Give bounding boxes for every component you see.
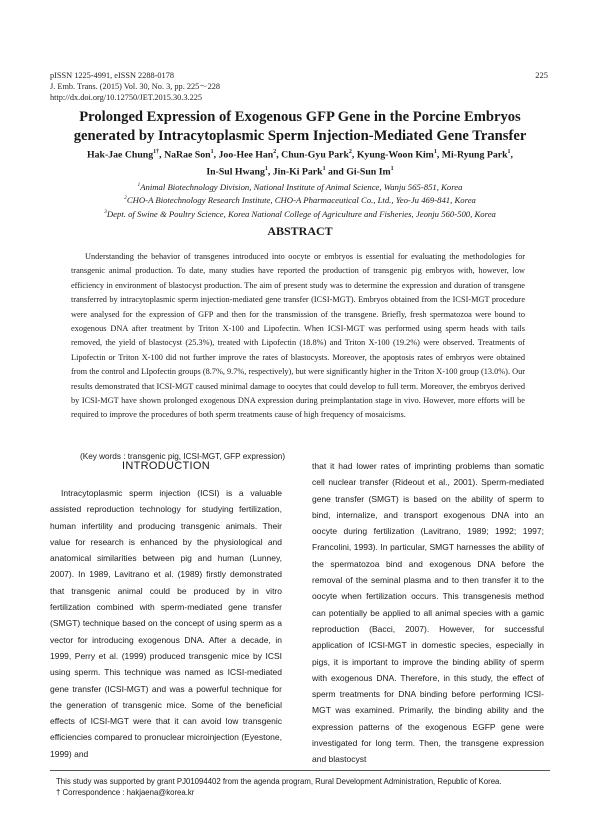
author-affiliation-mark: 1 [264, 166, 268, 173]
paper-title [30, 108, 570, 146]
author-affiliation-mark: 1 [322, 166, 326, 173]
author-name: Mi-Ryung Park [441, 149, 508, 161]
author-name: NaRae Son [164, 149, 211, 161]
author-name: Chun-Gyu Park [281, 149, 349, 161]
affiliation-line: $^2$CHO-A Biotechnology Research Institute, CHO-A Pharmaceutical Co., Ltd., Yeo-Ju 469-841, Korea [124, 195, 476, 206]
author-list: Hak-Jae Chung$^{1\dagger}$, NaRae Son$^1$, Joo-Hee Han$^2$, Chun-Gyu Park$^2$, Kyung-Woon Kim$^1$, Mi-Ryung Park$^1$, In-Sul Hwang$^1$, Jin-Ki Park$^1$ and Gi-Sun Im$^1$ [87, 149, 513, 178]
author-name: Jin-Ki Park [272, 166, 323, 178]
author-affiliation-mark: 1 [433, 149, 437, 155]
correspondence-note: † Correspondence : hakjaena@korea.kr [56, 788, 195, 797]
author-name: Kyung-Woon Kim [356, 149, 434, 161]
intro-left-column [50, 458, 282, 762]
author-name: Hak-Jae Chung [87, 149, 154, 161]
author-affiliation-mark: 2 [273, 149, 277, 155]
issn-line: pISSN 1225-4991, eISSN 2288-0178 [50, 71, 174, 80]
intro-paragraph: Intracytoplasmic sperm injection (ICSI) is a valuable assisted reproduction technology for studying fertilization, human infertility and producing transgenic animals. Their value for research is enhanced by the physiological and anatomical similarities between pig and human (Lunney, 2007). In 1989, Lavitrano et al. (1989) firstly demonstrated that transgenic animal could be produced by in vitro fertilization combined with sperm-mediated gene transfer (SMGT) technique based on the concept of using sperm as a vector for introducing exogenous DNA. After a decade, in 1999, Perry et al. (1999) produced transgenic mice by ICSI using sperm. This technique was named as ICSI-mediated gene transfer (ICSI-MGT) and was a powerful technique for the generation of transgenic mice. Some of the beneficial effects of ICSI-MGT were that it can avoid low transgenic efficiencies compared to pronuclear microinjection (Eyestone, 1999) and [50, 488, 282, 759]
footnote-divider [50, 770, 550, 771]
author-affiliation-mark: 1 [507, 149, 511, 155]
citation-line: J. Emb. Trans. (2015) Vol. 30, No. 3, pp. 225～228 [50, 82, 221, 91]
intro-right-column [312, 458, 544, 768]
author-affiliation-mark: 2 [348, 149, 352, 155]
title-line-2: generated by Intracytoplasmic Sperm Injection-Mediated Gene Transfer [73, 128, 527, 144]
affiliation-line: $^1$Animal Biotechnology Division, National Institute of Animal Science, Wanju 565-851, Korea [137, 181, 463, 192]
abstract-body: Understanding the behavior of transgenes introduced into oocyte or embryos is essential for evaluating the methodologies for transgenic animal production. To date, many studies have reported the production of transgenic pig embryos with, however, low efficiency in environment of blastocyst production. The aim of present study was to determine the expression and duration of transgene transferred by intracytoplasmic sperm injection-mediated gene transfer (ICSI-MGT). Embryos obtained from the ICSI-MGT procedure were analysed for the expression of GFP and then for the transmission of the transgene. Briefly, fresh spermatozoa were bound to exogenous DNA after treatment by Triton X-100 and Lipofectin. When ICSI-MGT was performed using sperm heads with tails removed, the yield of blastocyst (25.3%), treated with Lipofectin (18.8%) and Triton X-100 (19.2%) were observed. Treatments of Lipofectin or Triton X-100 did not further improve the rates of blastocysts. Moreover, the apoptosis rates of embryos were obtained from the control and LIpofectin groups (8.7%, 9.7%, respectively), but were significantly higher in the Triton X-100 group (13.0%). Our results demonstrated that ICSI-MGT caused minimal damage to oocytes that could develop to full term. Moreover, the embryos derived by ICSI-MGT have shown prolonged exogenous DNA expression during preimplantation stage in vivo. However, more efforts will be required to improve the procedures of both sperm treatments cause of high frequency of mosaicisms. [71, 252, 525, 420]
keywords: (Key words : transgenic pig, ICSI-MGT, GFP expression) [80, 452, 286, 461]
author-name: Joo-Hee Han [218, 149, 274, 161]
footnotes [56, 776, 550, 798]
author-name: Gi-Sun Im [346, 166, 391, 178]
introduction-heading: INTRODUCTION [122, 460, 210, 472]
page-number: 225 [535, 70, 548, 80]
author-affiliation-mark: 1 [390, 166, 394, 173]
funding-note: This study was supported by grant PJ01094402 from the agenda program, Rural Development Administration, Republic of Korea. [56, 777, 502, 786]
abstract-heading: ABSTRACT [267, 224, 333, 238]
doi-link[interactable]: http://dx.doi.org/10.12750/JET.2015.30.3.225 [50, 93, 203, 102]
journal-header [50, 70, 220, 103]
intro-paragraph-continued: that it had lower rates of imprinting problems than somatic cell nuclear transfer (Rideout et al., 2001). Sperm-mediated gene transfer (SMGT) is based on the ability of sperm to bind, internalize, and transport exogenous DNA into an oocyte during fertilization (Lavitrano, 1989; 1992; 1997; Francolini, 1993). In particular, SMGT harnesses the ability of the spermatozoa bind and exogenous DNA before the removal of the seminal plasma and to then transfer it to the oocyte when fertilization occurs. This transgenesis method can potentially be applied to all animal species with a gamic reproduction (Bacci, 2007). However, for successful application of ICSI-MGT in domestic species, especially in pigs, it is important to improve the binding ability of sperm with exogenous DNA. Therefore, in this study, the effect of sperm treatments for DNA binding before performing ICSI-MGT was examined. Primarily, the binding ability and the expression patterns of the exogenous EGFP gene were investigated for long term. Then, the transgene expression and blastocyst [312, 461, 544, 765]
affiliation-line: $^3$Dept. of Swine & Poultry Science, Korea National College of Agriculture and Fisheries, Jeonju 560-500, Korea [104, 208, 496, 219]
author-name: In-Sul Hwang [206, 166, 265, 178]
affiliation-list [30, 180, 570, 220]
title-line-1: Prolonged Expression of Exogenous GFP Gene in the Porcine Embryos [79, 109, 521, 125]
author-affiliation-mark: 1† [153, 149, 160, 155]
author-affiliation-mark: 1 [210, 149, 214, 155]
